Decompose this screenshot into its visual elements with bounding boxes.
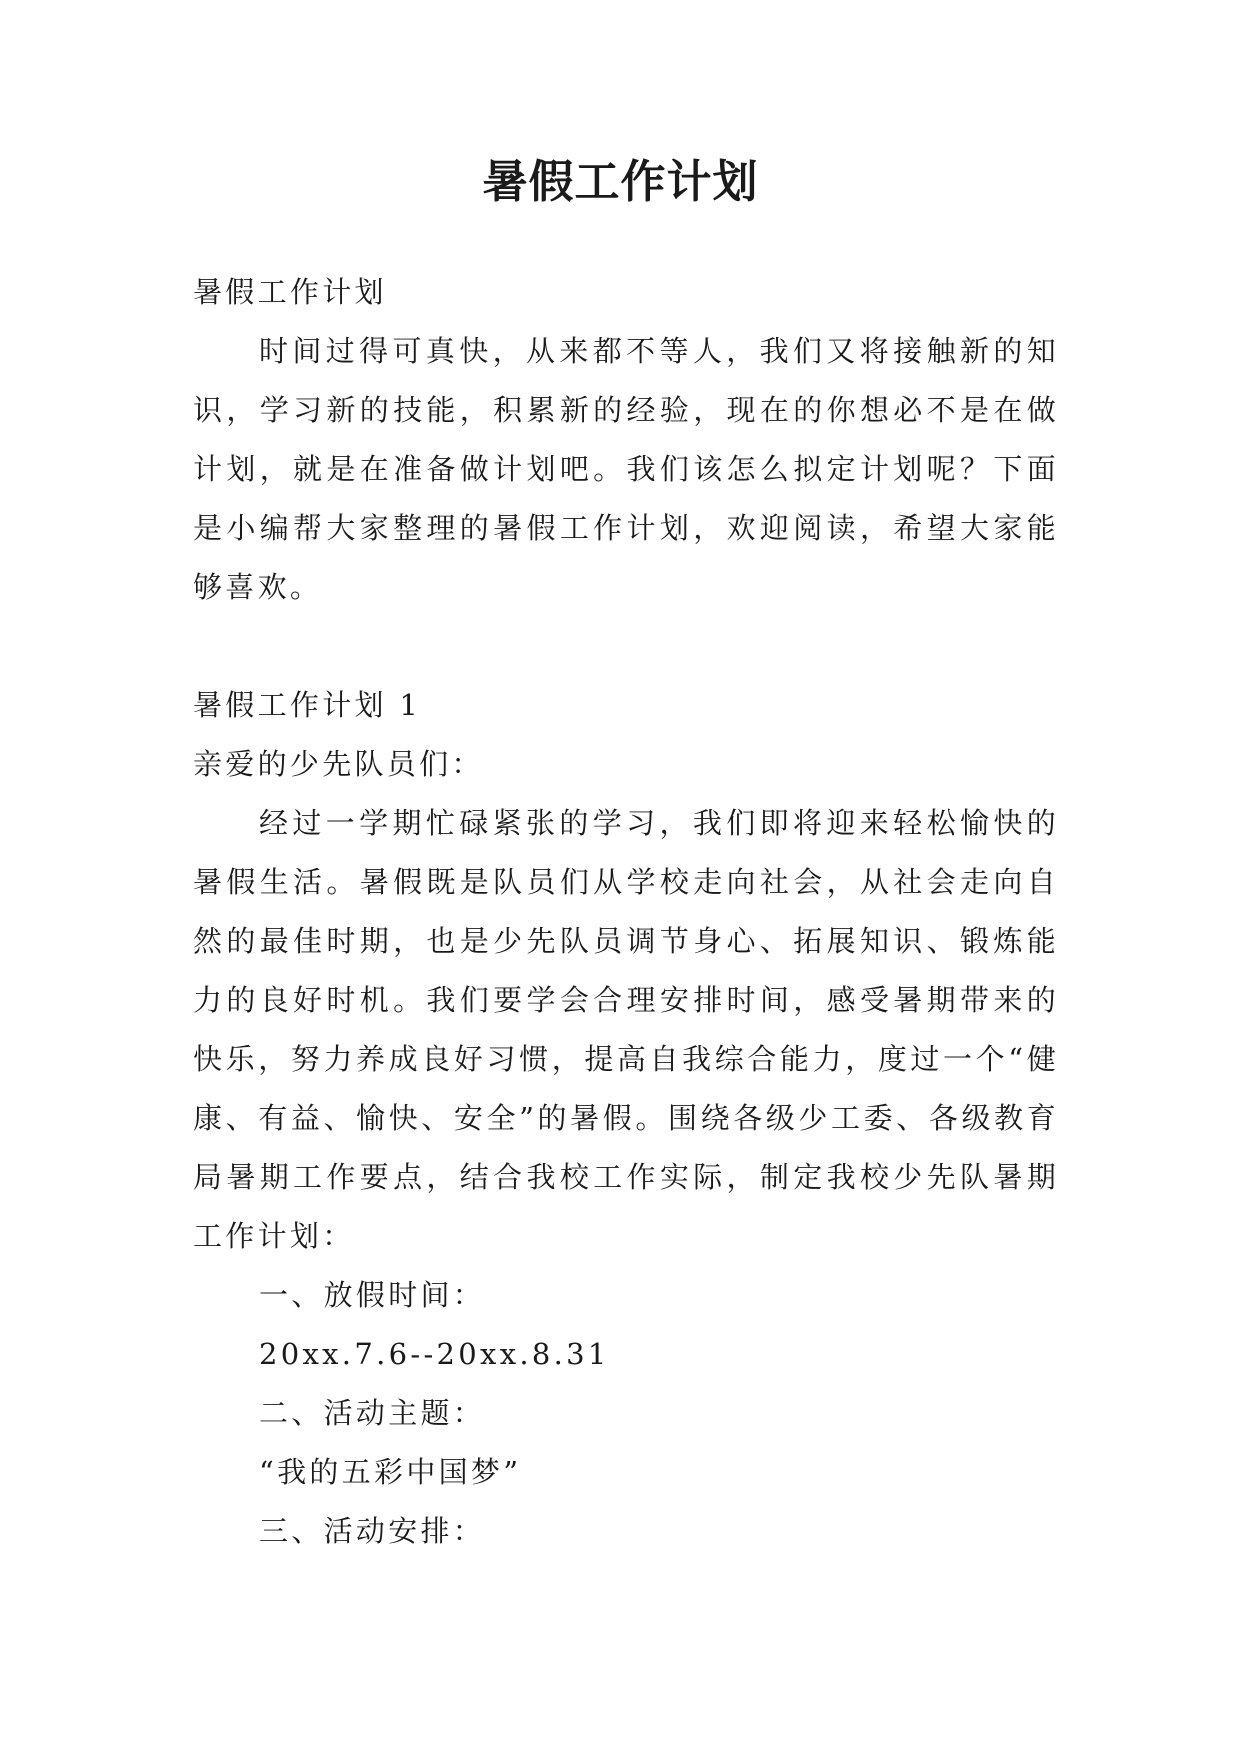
document-title: 暑假工作计划 (482, 155, 759, 208)
item2-label: 二、活动主题： (259, 1396, 486, 1430)
salutation: 亲爱的少先队员们： (193, 747, 484, 781)
item2-value: “我的五彩中国梦” (259, 1455, 522, 1489)
item1-label: 一、放假时间： (259, 1278, 486, 1312)
intro-heading: 暑假工作计划 (193, 275, 387, 309)
intro-paragraph: 时间过得可真快，从来都不等人，我们又将接触新的知识，学习新的技能，积累新的经验，现在的你想必不是在做计划，就是在准备做计划吧。我们该怎么拟定计划呢？下面是小编帮大家整理的暑假工作计划，欢迎阅读，希望大家能够喜欢。 (193, 334, 1059, 604)
section1-paragraph: 经过一学期忙碌紧张的学习，我们即将迎来轻松愉快的暑假生活。暑假既是队员们从学校走向社会，从社会走向自然的最佳时期，也是少先队员调节身心、拓展知识、锻炼能力的良好时机。我们要学会合理安排时间，感受暑期带来的快乐，努力养成良好习惯，提高自我综合能力，度过一个“健康、有益、愉快、安全”的暑假。围绕各级少工委、各级教育局暑期工作要点，结合我校工作实际，制定我校少先队暑期工作计划： (193, 806, 1059, 1253)
item3-label: 三、活动安排： (259, 1514, 486, 1548)
section1-heading: 暑假工作计划 1 (193, 688, 422, 722)
section-spacer (193, 617, 1059, 676)
item1-value: 20xx.7.6--20xx.8.31 (259, 1337, 610, 1371)
document-body (193, 263, 1059, 1561)
